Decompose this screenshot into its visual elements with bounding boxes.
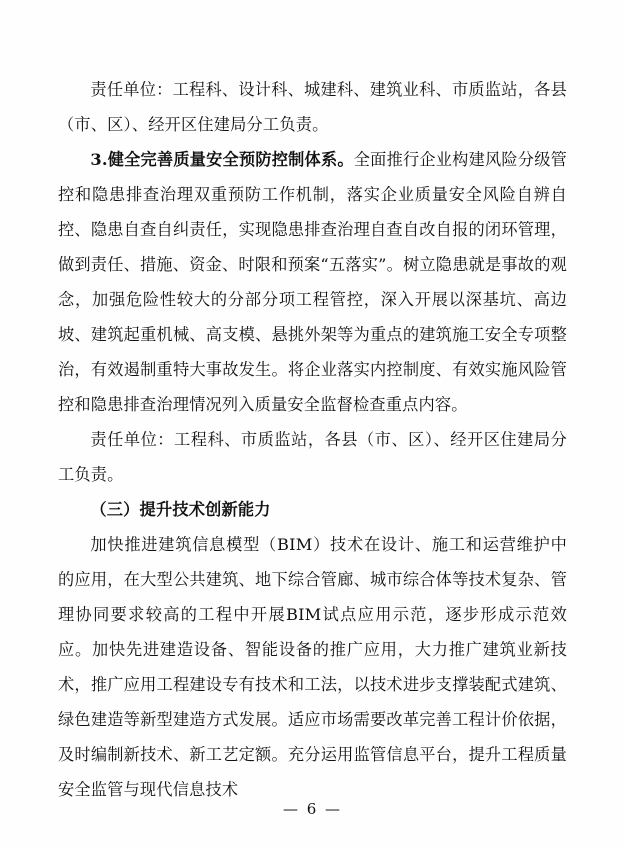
document-body — [58, 72, 567, 807]
paragraph-responsible-units-1: 责任单位：工程科、设计科、城建科、建筑业科、市质监站，各县（市、区）、经开区住建局分工负责。 — [58, 80, 567, 134]
paragraph-item-3-lead: 3.健全完善质量安全预防控制体系。 — [90, 150, 354, 169]
paragraph-responsible-units-2: 责任单位：工程科、市质监站，各县（市、区）、经开区住建局分工负责。 — [58, 430, 567, 484]
paragraph-item-3 — [58, 142, 567, 422]
page-number-footer: — 6 — — [282, 800, 343, 818]
paragraph-technology-innovation: 加快推进建筑信息模型（BIM）技术在设计、施工和运营维护中的应用，在大型公共建筑、地下综合管廊、城市综合体等技术复杂、管理协同要求较高的工程中开展BIM试点应用示范，逐步形成示范效应。加快先进建造设备、智能设备的推广应用，大力推广建筑业新技术，推广应用工程建设专有技术和工法，以技术进步支撑装配式建筑、绿色建造等新型建造方式发展。适应市场需要改革完善工程计价依据，及时编制新技术、新工艺定额。充分运用监管信息平台，提升工程质量安全监管与现代信息技术 — [58, 535, 567, 799]
paragraph-item-3-body: 全面推行企业构建风险分级管控和隐患排查治理双重预防工作机制，落实企业质量安全风险自辨自控、隐患自查自纠责任，实现隐患排查治理自查自改自报的闭环管理，做到责任、措施、资金、时限和预案“五落实”。树立隐患就是事故的观念，加强危险性较大的分部分项工程管控，深入开展以深基坑、高边坡、建筑起重机械、高支模、悬挑外架等为重点的建筑施工安全专项整治，有效遏制重特大事故发生。将企业落实内控制度、有效实施风险管控和隐患排查治理情况列入质量安全监督检查重点内容。 — [58, 150, 567, 414]
section-heading-three: （三）提升技术创新能力 — [90, 500, 271, 519]
